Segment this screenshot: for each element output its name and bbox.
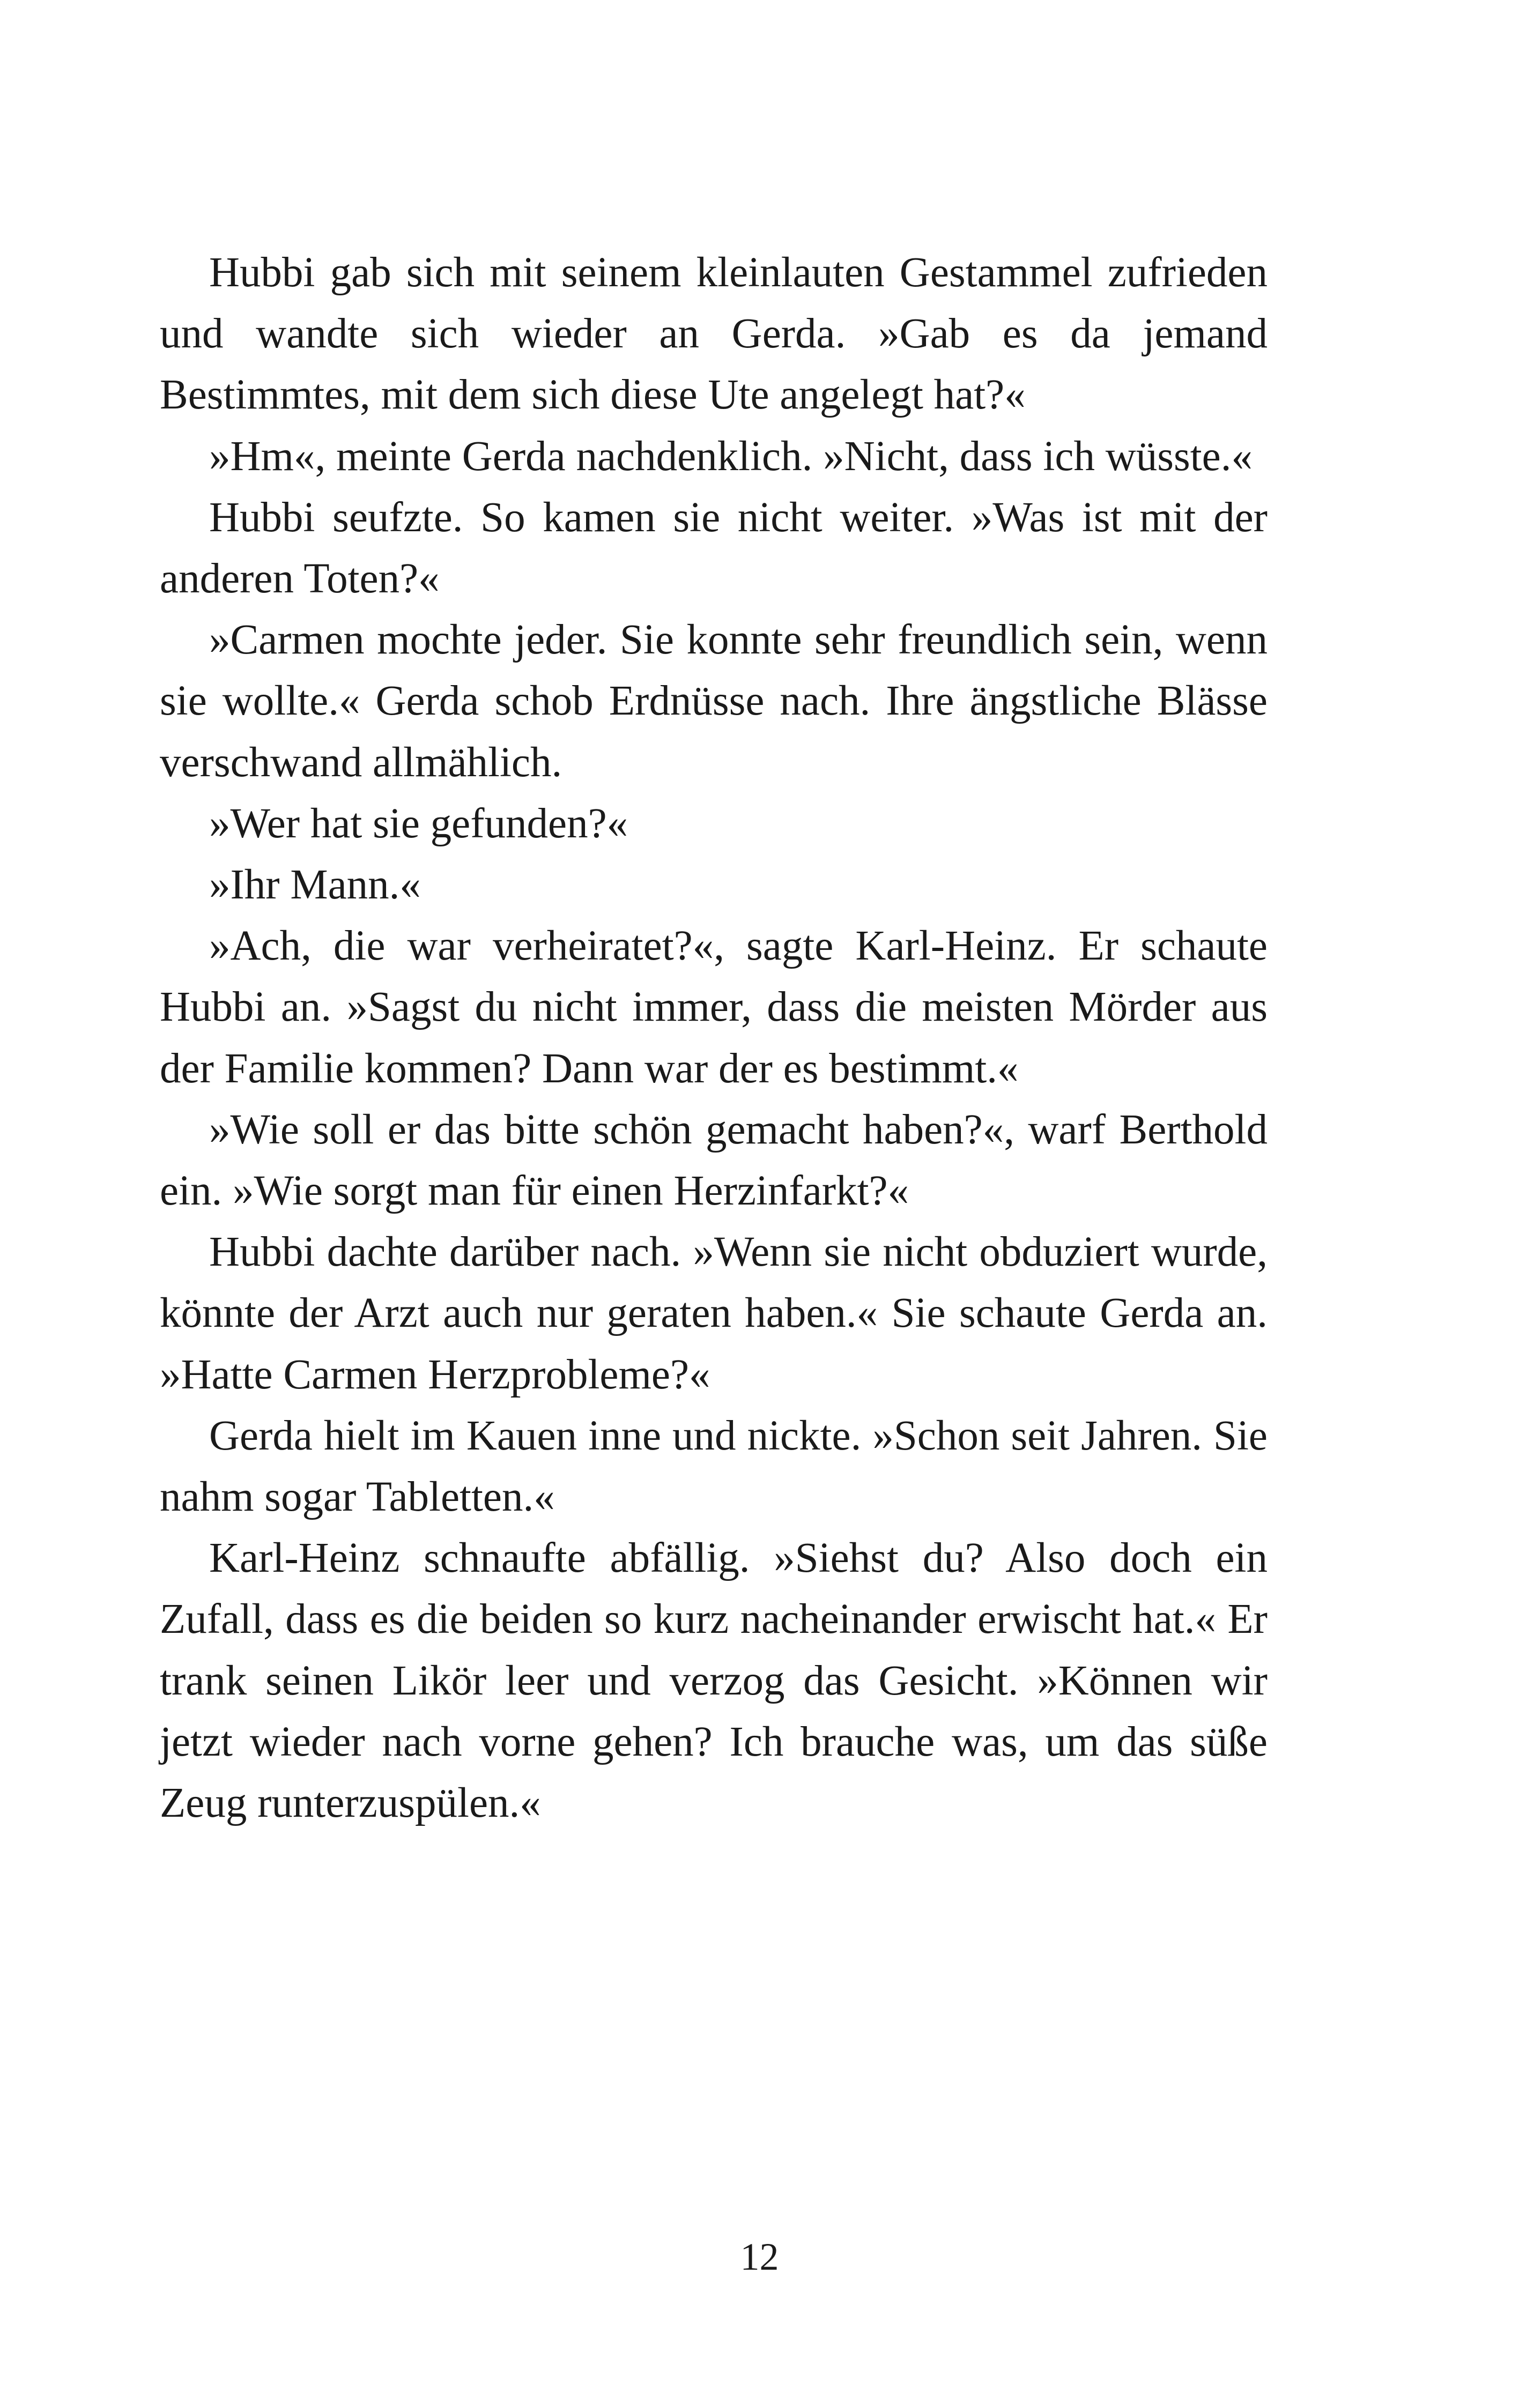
page-number: 12 — [740, 2235, 779, 2278]
paragraph: »Ach, die war verheiratet?«, sagte Karl-Heinz. Er schaute Hubbi an. »Sagst du nicht immer, dass die meisten Mörder aus der Familie kommen? Dann war der es bestimmt.« — [160, 923, 1268, 1092]
paragraph: Karl-Heinz schnaufte abfällig. »Siehst du? Also doch ein Zufall, dass es die beiden so kurz nacheinander erwischt hat.« Er trank seinen Likör leer und verzog das Gesicht. »Können wir jetzt wieder nach vorne gehen? Ich brauche was, um das süße Zeug runterzuspülen.« — [160, 1535, 1268, 1827]
paragraph: »Wie soll er das bitte schön gemacht haben?«, warf Berthold ein. »Wie sorgt man für einen Herzinfarkt?« — [160, 1106, 1268, 1215]
paragraph: »Carmen mochte jeder. Sie konnte sehr freundlich sein, wenn sie wollte.« Gerda schob Erdnüsse nach. Ihre ängstliche Blässe verschwand allmählich. — [160, 616, 1268, 786]
paragraph: Gerda hielt im Kauen inne und nickte. »Schon seit Jahren. Sie nahm sogar Tabletten.« — [160, 1412, 1268, 1521]
paragraph: Hubbi seufzte. So kamen sie nicht weiter. »Was ist mit der anderen Toten?« — [160, 494, 1268, 603]
paragraph: »Wer hat sie gefunden?« — [209, 800, 628, 847]
paragraph: »Ihr Mann.« — [209, 861, 421, 909]
book-page-text — [160, 242, 1268, 1834]
paragraph: Hubbi dachte darüber nach. »Wenn sie nicht obduziert wurde, könnte der Arzt auch nur geraten haben.« Sie schaute Gerda an. »Hatte Carmen Herzprobleme?« — [160, 1229, 1268, 1398]
paragraph: »Hm«, meinte Gerda nachdenklich. »Nicht, dass ich wüsste.« — [209, 433, 1253, 480]
paragraph: Hubbi gab sich mit seinem kleinlauten Gestammel zufrieden und wandte sich wieder an Gerda. »Gab es da jemand Bestimmtes, mit dem sich diese Ute angelegt hat?« — [160, 249, 1268, 419]
